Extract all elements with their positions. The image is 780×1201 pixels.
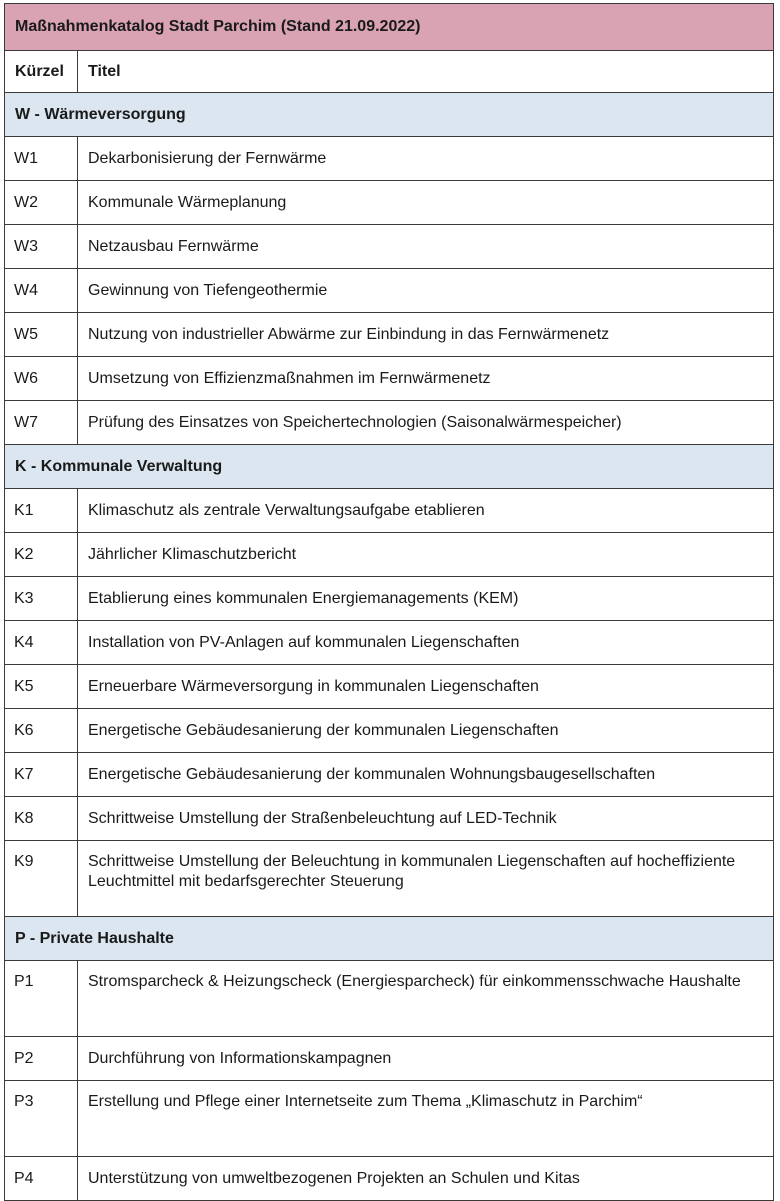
measure-title: Etablierung eines kommunalen Energiemanagements (KEM) bbox=[78, 577, 774, 621]
measure-code: W1 bbox=[5, 137, 78, 181]
table-row bbox=[5, 489, 774, 533]
table-row bbox=[5, 621, 774, 665]
column-header-code: Kürzel bbox=[5, 51, 78, 93]
section-row bbox=[5, 917, 774, 961]
table-row bbox=[5, 797, 774, 841]
measure-title: Installation von PV-Anlagen auf kommunalen Liegenschaften bbox=[78, 621, 774, 665]
measure-title: Energetische Gebäudesanierung der kommunalen Wohnungsbaugesellschaften bbox=[78, 753, 774, 797]
measure-code: K4 bbox=[5, 621, 78, 665]
measure-title: Jährlicher Klimaschutzbericht bbox=[78, 533, 774, 577]
measure-code: W6 bbox=[5, 357, 78, 401]
table-row bbox=[5, 709, 774, 753]
table-row bbox=[5, 753, 774, 797]
table-row bbox=[5, 357, 774, 401]
measure-code: P1 bbox=[5, 961, 78, 1037]
measure-code: W4 bbox=[5, 269, 78, 313]
table-row bbox=[5, 1081, 774, 1157]
measure-title: Stromsparcheck & Heizungscheck (Energiesparcheck) für einkommensschwache Haushalte bbox=[78, 961, 774, 1037]
table-row bbox=[5, 577, 774, 621]
measure-code: P4 bbox=[5, 1157, 78, 1201]
table-row bbox=[5, 137, 774, 181]
measure-title: Netzausbau Fernwärme bbox=[78, 225, 774, 269]
measure-code: K6 bbox=[5, 709, 78, 753]
measure-code: P3 bbox=[5, 1081, 78, 1157]
measure-code: P2 bbox=[5, 1037, 78, 1081]
measure-code: K7 bbox=[5, 753, 78, 797]
table-row bbox=[5, 1157, 774, 1201]
table-row bbox=[5, 181, 774, 225]
measure-title: Erneuerbare Wärmeversorgung in kommunalen Liegenschaften bbox=[78, 665, 774, 709]
measure-code: K8 bbox=[5, 797, 78, 841]
measure-title: Nutzung von industrieller Abwärme zur Einbindung in das Fernwärmenetz bbox=[78, 313, 774, 357]
measure-title: Umsetzung von Effizienzmaßnahmen im Fernwärmenetz bbox=[78, 357, 774, 401]
table-row bbox=[5, 533, 774, 577]
table-row bbox=[5, 225, 774, 269]
measure-code: K9 bbox=[5, 841, 78, 917]
column-header-row bbox=[5, 51, 774, 93]
measure-title: Unterstützung von umweltbezogenen Projekten an Schulen und Kitas bbox=[78, 1157, 774, 1201]
measure-title: Kommunale Wärmeplanung bbox=[78, 181, 774, 225]
table-row bbox=[5, 401, 774, 445]
measure-title: Gewinnung von Tiefengeothermie bbox=[78, 269, 774, 313]
measure-code: W7 bbox=[5, 401, 78, 445]
section-heading: W - Wärmeversorgung bbox=[5, 93, 774, 137]
table-title-row bbox=[5, 4, 774, 51]
measure-code: K2 bbox=[5, 533, 78, 577]
measure-code: K5 bbox=[5, 665, 78, 709]
measure-title: Erstellung und Pflege einer Internetseite zum Thema „Klimaschutz in Parchim“ bbox=[78, 1081, 774, 1157]
table-title: Maßnahmenkatalog Stadt Parchim (Stand 21.09.2022) bbox=[5, 4, 774, 51]
table-row bbox=[5, 269, 774, 313]
measure-title: Prüfung des Einsatzes von Speichertechnologien (Saisonalwärmespeicher) bbox=[78, 401, 774, 445]
measure-code: W2 bbox=[5, 181, 78, 225]
measure-title: Klimaschutz als zentrale Verwaltungsaufgabe etablieren bbox=[78, 489, 774, 533]
section-heading: K - Kommunale Verwaltung bbox=[5, 445, 774, 489]
measure-code: W3 bbox=[5, 225, 78, 269]
column-header-title: Titel bbox=[78, 51, 774, 93]
measure-title: Dekarbonisierung der Fernwärme bbox=[78, 137, 774, 181]
table-row bbox=[5, 1037, 774, 1081]
table-row bbox=[5, 961, 774, 1037]
measure-title: Schrittweise Umstellung der Straßenbeleuchtung auf LED-Technik bbox=[78, 797, 774, 841]
measure-title: Energetische Gebäudesanierung der kommunalen Liegenschaften bbox=[78, 709, 774, 753]
measure-code: W5 bbox=[5, 313, 78, 357]
section-row bbox=[5, 93, 774, 137]
measure-code: K3 bbox=[5, 577, 78, 621]
section-heading: P - Private Haushalte bbox=[5, 917, 774, 961]
section-row bbox=[5, 445, 774, 489]
table-row bbox=[5, 841, 774, 917]
measure-title: Durchführung von Informationskampagnen bbox=[78, 1037, 774, 1081]
measure-code: K1 bbox=[5, 489, 78, 533]
table-row bbox=[5, 313, 774, 357]
measure-title: Schrittweise Umstellung der Beleuchtung in kommunalen Liegenschaften auf hocheffiziente Leuchtmittel mit bedarfsgerechter Steuerung bbox=[78, 841, 774, 917]
table-row bbox=[5, 665, 774, 709]
measures-catalog-table bbox=[4, 3, 774, 1201]
